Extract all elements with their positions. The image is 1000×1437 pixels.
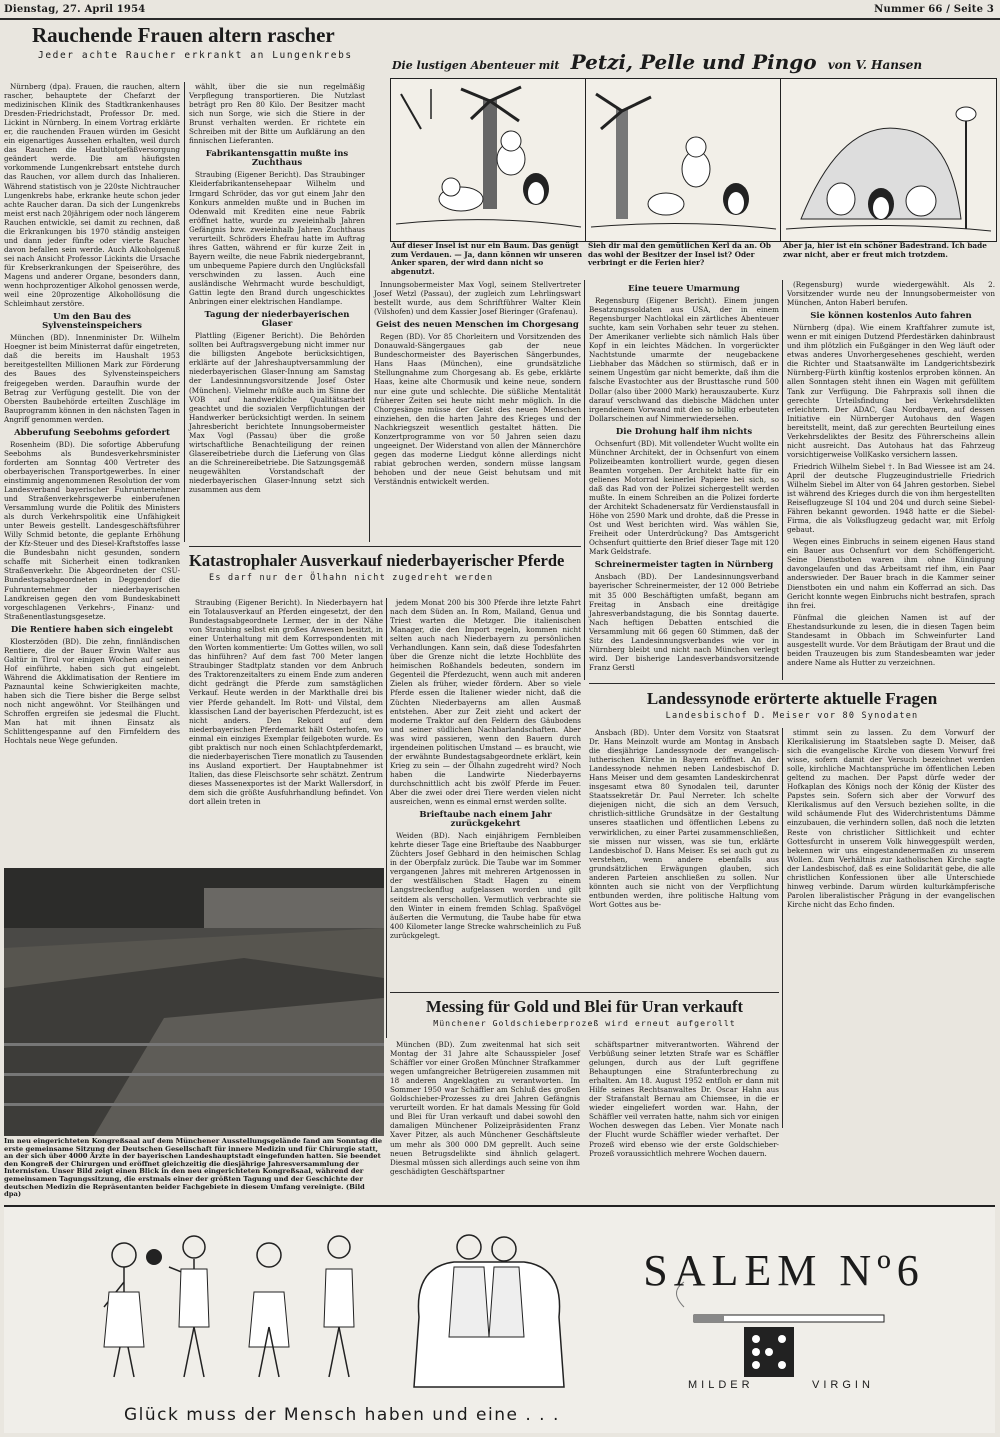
article-text-seebohm: Rosenheim (BD). Die sofortige Abberufung Seebohms als Bundesverkehrsminister forderten am Sonntag 400 Vertreter des oberbayerischen Transportgewerbes. In einer einstimmig angenommenen Resolution der vom Landesverband bayerischer Fuhrunternehmer und Straßenverkehrsgewerbe einberufenen Versammlung wurde die Politik des Ministers als durch Verkehrspolitik eine Unfähigkeit unter Beweis gestellt. Landesgeschäftsführer Willy Schmid betonte, die geplante Erhöhung der Kfz-Steuer und des Diesel-Kraftstoffes lasse die Bundesbahn nicht gesunden, sondern schaffe mit Sicherheit einen todkranken Straßenverkehr. Die Abgeordneten der CSU-Bundestagsabgeordneten in Deggendorf die Fuhrunternehmer der niederbayerischen Landkreisen gegen den vom Bundeskabinett vorgeschlagenen Verkehrs-, Finanz- und Straßenentlastungsgesetze.: [4, 439, 180, 621]
congress-hall-image: [4, 868, 384, 1136]
heading-drohung: Die Drohung half ihm nichts: [615, 426, 753, 437]
heading-seebohm: Abberufung Seebohms gefordert: [14, 427, 170, 438]
column-rule: [184, 82, 185, 542]
column-rule: [369, 250, 370, 542]
comic-title-prefix: Die lustigen Abenteuer mit: [392, 59, 560, 72]
ad-slogan: Glück muss der Mensch haben und eine . . .: [124, 1405, 560, 1425]
article-text-pferde-2: jedem Monat 200 bis 300 Pferde ihre letzte Fahrt nach dem Süden an. In Rom, Mailand, Genua und Triest warten die Metzger. Die italienischen Manager, die den Import regeln, kommen nicht selten auch nach Niederbayern zu persönlichen Verhandlungen. Kann sein, daß diese Todesfahrten über die Grenze nicht die letzte Hochblüte des heimischen Roßhandels bedeuten, sondern im Gegenteil die Pferdezucht, wenn auch mit anderen Zielen als früher, wieder fördern. Aber so viele Pferde essen die Italiener wieder nicht, daß die Züchten Niederbayerns am allen Ausmaß entstehen. Aber zur Zeit zieht und ackert der moderne Traktor auf den Feldern des Gäubodens und seiner südlichen Nachbarlandschaften. Aber was wird passieren, wenn den Bauern durch irgendeinen politischen Umstand — es braucht, wie der erwähnte Bundestagsabgeordnete erklärt, kein Krieg zu sein — der Ölhahn zugedreht wird? Noch haben die Landwirte Niederbayerns durchschnittlich acht bis zwölf Pferde im Feuer. Aber die zwei oder drei Tiere werden vielen nicht ausreichen, wenn es einmal ernst werden sollte.: [390, 598, 581, 807]
heading-rentiere: Die Rentiere haben sich eingelebt: [10, 624, 174, 635]
article-text-sylvenstein: München (BD). Innenminister Dr. Wilhelm Hoegner ist beim Ministerrat dafür eingetreten, daß die bereits im Haushalt 1953 bereitgestellten Millionen Mark zur Förderung des Baues des Sylvensteinspeichers freigegeben werden. Daraufhin wurde der Betrag zur Verfügung gestellt. Die von der Obersten Baubehörde erteilten Zuschläge im Bauprogramm können in den nächsten Tagen in Angriff genommen werden.: [4, 333, 180, 424]
section-rule: [390, 992, 779, 993]
messing-head: [390, 998, 779, 1028]
heading-sylvensteinspeicher: Um den Bau des Sylvensteinspeichers: [42, 312, 142, 332]
article-text-messing-1: München (BD). Zum zweitenmal hat sich seit Montag der 31 Jahre alte Schausspieler Josef Schäffler vor einer Großen Münchner Strafkammer wegen umfangreicher Betrügereien zusammen mit 18 anderen Angeklagten zu verantworten. Im Sommer 1950 war Schäffler am Schluß des großen Goldschieber-Prozesses zu drei Jahren Gefängnis verurteilt worden. Er hat damals Messing für Gold und Blei für Uran verkauft und dabei sowohl den damaligen Münchener Polizeipräsidenten Franz Xaver Pitzer, als auch Münchener Geschäftsleute um mehr als 300 000 DM geprellt. Auch seine neuen Betrugsdelikte sind ähnlich gelagert. Diesmal müssen sich allerdings auch seine von ihm geschädigten Geschäftspartner: [390, 1040, 580, 1176]
heading-auto-fahren: Sie können kostenlos Auto fahren: [810, 311, 972, 322]
article-text-einbruch: Wegen eines Einbruchs in seinem eigenen Haus stand ein Bauer aus Ochsenfurt vor dem Schöffengericht. Seine Dienstboten waren ihm ohne Kündigung davongelaufen und das Arbeitsamt rief ihm, ein Paar anderswieder. Der Bauer brach in die Kammer seiner Dienstboten ein und nahm ein Kofferrad an sich. Das Gericht konnte wegen Einbruchs nicht bestrafen, sprach ihn frei.: [787, 537, 995, 610]
headline-synode: Landessynode erörterte aktuelle Fragen: [646, 689, 938, 708]
article-text-glaser-cont: Innungsobermeister Max Vogl, seinem Stellvertreter Josef Wetzl (Passau), der zugleich zum Lehrlingswart bestellt wurde, aus dem Schriftführer Walter Klein (Vilshofen) und dem Kassier Josef Bieringer (Grafenau).: [374, 280, 581, 317]
photo-caption: [4, 1138, 384, 1199]
page-number: Nummer 66 / Seite 3: [874, 4, 994, 15]
article-text-rentiere: Klosterzöden (BD). Die zehn, finnländischen Rentiere, die der Bauer Erwin Walter aus Galtür in Tirol vor einigen Wochen auf seinen Hof einführte, haben sich gut eingelebt. Während die Akklimatisation der Rentiere im Paznauntal keine Schwierigkeiten machte, haben sich die Tiere bisher die Berge selbst noch nicht angewöhnt. Vor Steilhängen und Schroffen ergreifen sie jedesmal die Flucht. Man hat mit ihnen Einsatz als Schlittengespanne auf den Firnfeldern des Hochtals neue Wege gefunden.: [4, 636, 180, 746]
comic-caption-1: Auf dieser Insel ist nur ein Baum. Das genügt zum Verdauen. — Ja, dann können wir unseren Anker sparen, der wird dann nicht so abgenutzt.: [391, 241, 583, 276]
heading-schreinermeister: Schreinermeister tagten in Nürnberg: [594, 560, 774, 571]
issue-date: Dienstag, 27. April 1954: [4, 4, 146, 15]
ad-milder: MILDER: [688, 1379, 754, 1391]
article-text-umarmung: Regensburg (Eigener Bericht). Einem jungen Besatzungssoldaten aus USA, der in einem Regensburger Nachtlokal ein zärtliches Abenteuer suchte, kam sein Vorhaben sehr teuer zu stehen. Der Amerikaner verliebte sich nämlich Hals über Kopf in ein leichtes Mädchen. In vorgerückter Nachtstunde umarmte der neugebackene Liebhaber das Mädchen so stürmisch, daß er in seinem Ungestüm gar nicht bemerkte, daß ihm die falsche Evastochter aus der Brusttasche rund 500 Dollar (also über 2000 Mark) herauszauberte. Kurz darauf verschwand das diebische Mädchen unter irgendeinem Vorwand mit den so billig erbeuteten Dollarscheinen auf Nimmerwiedersehen.: [589, 296, 779, 423]
section-rule: [589, 683, 995, 684]
heading-fabrikantengattin: Fabrikantensgattin mußte ins Zuchthaus: [205, 149, 349, 169]
kicker-meiser: Landesbischof D. Meiser vor 80 Synodaten: [665, 710, 919, 721]
article-text-messing-2: schäftspartner mitverantworten. Während der Verbüßung seiner letzten Strafe war es Schäffler gelungen, durch aus der Luft gegriffene Behauptungen eine Strafunterbrechung zu erhalten. Am 18. August 1952 entfloh er dann mit Hilfe seines Rechtsanwaltes Dr. Oscar Hahn aus der Strafanstalt Bernau am Chiemsee, in die er wieder eingeliefert worden war. Hahn, der Schäffler veil verraten hatte, nahm sich vor einigen Wochen deswegen das Leben. Vier Monate nach der Flucht wurde Schäffler wieder verhaftet. Der Prozeß wird ebenso wie der erste Goldschieber-Prozeß voraussichtlich mehrere Wochen dauern.: [589, 1040, 779, 1158]
heading-umarmung: Eine teuere Umarmung: [628, 284, 740, 294]
salem-advertisement: [4, 1205, 995, 1433]
comic-panel-2: [585, 78, 782, 242]
article-text-rentiere-cont: wählt, über die sie nun regelmäßig Verpflegung transportieren. Die Nutzlast beträgt pro Ren 80 Kilo. Der Besitzer macht sich nun Sorge, wie sich die Stiere in der Brunst verhalten werden. Er richtete ein Schreiben mit der Bitte um Aufklärung an den finnischen Lieferanten.: [189, 82, 365, 146]
comic-caption-2: Sieh dir mal den gemütlichen Kerl da an. Ob das wohl der Besitzer der Insel ist? Oder verbringt er die Ferien hier?: [588, 241, 771, 268]
article-text-glaser: Plattling (Eigener Bericht). Die Behörden sollten bei Auftragsvergebung nicht immer nur die billigsten Angebote berücksichtigen, erklärte auf der Jahreshauptversammlung der niederbayerischen Glaser-Innung am Samstag der Landesinnungsvorsitzende Josef Oster (München). Vielmehr müßte auch im Sinne der VOB auf handwerkliche Qualitätsarbeit geachtet und die sozialen Verpflichtungen der Handwerker berücksichtigt werden. In seinem Jahresbericht berichtete Innungsobermeister Max Vogl (Passau) über die große wirtschaftliche Benachteiligung der reinen Glasereibetriebe durch die Lieferung von Glas an die Schreinereibetriebe. Die Satzungsgemäß neugewählten Vorstandschaft der niederbayerischen Glaser-Innung setzt sich zusammen aus dem: [189, 331, 365, 495]
article-text-pferde-1: Straubing (Eigener Bericht). In Niederbayern hat ein Totalausverkauf an Pferden eingesetzt, der den Bundestagsabgeordnete Lermer, der in der Nähe von Straubing selbst ein großes Anwesen besitzt, in einer Unterhaltung mit dem Korrespondenten mit den Worten kommentierte: Um Gottes willen, wo soll das hinführen? Auf dem fast 700 Meter langen Straubinger Stadtplatz standen vor dem Anbruch des Traktorenzeitalters zu einem Ende zum anderen dicht gedrängt die Pferde zum samstäglichen Verkauf. Heute werden in der Markthalle drei bis vier Pferde gehandelt. Im Rott- und Vilstal, dem klassischen Land der bayerischen Pferdezucht, ist es nicht anders. Den Rekord auf dem niederbayerischen Pferdemarkt hält Osterhofen, wo einmal ein einziges Exemplar feilgeboten wurde. Es gibt praktisch nur noch einen Schlachtpferdemarkt, die niederbayerischen Tiere monatlich zu Tausenden ins Ausland exportiert. Der Hauptabnehmer ist Italien, das diese Fleischsorte sehr schätzt. Zentrum dieses Massenexportes ist der Markt Wallersdorf, in dem sich die größte Ausfuhrhandlung befindet. Von dort allein treten in: [189, 598, 383, 807]
comic-drawing-3: [781, 79, 996, 241]
article-text-synode-1: Ansbach (BD). Unter dem Vorsitz von Staatsrat Dr. Hans Meinzolt wurde am Montag in Ansbach die diesjährige Landessynode der evangelisch-lutherischen Kirche in Bayern eröffnet. An der Landessynode nehmen neben Landesbischof D. Hans Meiser und dem gesamten Landeskirchenrat insgesamt etwa 80 Synodalen teil, darunter Staatssekretär Dr. Paul Nerreter. Ich schelte diejenigen nicht, die sich an dem Versuch, christlich-sittliche Grundsätze in der Gestaltung unseres staatlichen und öffentlichen Lebens zu verwirklichen, zu einer Partei zusammenschließen, sie missen nur wissen, was sie tun, erklärte Landesbischof D. Hans Meiser. Es sei auch gut zu verstehen, wenn andere ebenfalls aus grundsätzlichen Erwägungen glauben, sich anderen Parteien anschließen zu sollen. Nur könnten auch sie nicht von der Verpflichtung entbunden werden, ihre politische Haltung vom Wort Gottes aus be-: [589, 728, 779, 909]
article-text-synode-2: stimmt sein zu lassen. Zu dem Vorwurf der Klerikalisierung im Staatsleben sagte D. Meiser, daß sich die evangelische Kirche von diesem Vorwurf frei wisse, sofern damit der Versuch bezeichnet werden solle, kirchliche Machtansprüche im öffentlichen Leben geltend zu machen. Der Papst dürfe weder der Hofkaplan des Königs noch der König der Küster des Papstes sein. Sofern sich aber der Vorwurf des Klerikalismus auf den Versuch beziehen sollte, in die wild schäumende Flut des Widerchristentums Dämme einzubauen, die verhindern sollen, daß noch die letzten Reste von christlicher Sittlichkeit und echter Gottesfurcht in unserem Volk hinweggespült werden, bekennen wir uns eingestandenermaßen zu unserem Wollen. Zum Verhältnis zur katholischen Kirche sagte der Landesbischof, daß es eine Solidarität gebe, die alle christlichen Konfessionen über alle Unterschiede hinweg verbinde. Darum würden kulturkämpferische Parolen liberalistischer Prägung in der evangelischen Kirche nicht das Echo finden.: [787, 728, 995, 909]
article-text-auto-fahren: Nürnberg (dpa). Wie einem Kraftfahrer zumute ist, wenn er mit einigen Dutzend Pferdestärken dahinbraust und ihm plötzlich ein Fußgänger in den Weg läuft oder etwas anderes Unvorhergesehenes geschieht, werden die Richter und Staatsanwälte im Landgerichtsbezirk Nürnberg-Fürth künftig kostenlos erproben können. An allen Sonntagen steht ihnen ein Wagen mit gefülltem Tank zur Verfügung. Die Fahrpraxis soll ihnen die gerechte Urteilsfindung bei Verkehrsdelikten erleichtern. Der ADAC, Gau Nordbayern, auf dessen Initiative ein Nürnberger Autohaus den Wagen bereitstellt, meint, daß zur gerechten Beurteilung eines Verkehrsdeliktes der Besitz des Führerscheins allein nicht ausreicht. Das Autohaus hat das Fahrzeug vorsichtigerweise VollKasko versichern lassen.: [787, 323, 995, 459]
middle-column-2: [374, 280, 581, 542]
middle-column-1: [189, 82, 365, 542]
ad-virgin: VIRGIN: [812, 1379, 874, 1391]
article-text-rauchen: Nürnberg (dpa). Frauen, die rauchen, altern rascher, behauptete der Chefarzt der medizinischen Klinik des Stadtkrankenhauses Dresden-Friedrichstadt, Professor Dr. med. Lickint in Nürnberg. In einem Vortrag erklärte er, die rauchenden Frauen würden im Gesicht ein eigenartiges Aussehen erhalten, weil durch das Rauchen die Hautblutgefäßversorgung geändert werde. Die am häufigsten vorkommende Lungenkrebsart entstehe durch das Rauchen, vor allem durch das Inhalieren. Während statistisch von je 220ste Nichtraucher Lungenkrebs habe, erkranke heute schon jeder achte Raucher daran. Da sich der Lungenkrebs meist erst nach 20jährigem oder noch längerem Rauchen entwickle, sei damit zu rechnen, daß die Erkrankungen bis 1970 ständig ansteigen und dann jeder fünfte oder vierte Raucher davon befallen sein werde. Auch Alkoholgenuß sei nach Ansicht Professor Lickints die Ursache für Krebserkrankungen der Speiseröhre, des Magens und anderer Organe, besonders dann, wenn hochprozentiger Alkohol genossen werde, weil eine 20prozentige Alkohollösung die Schleimhaut zerstöre.: [4, 82, 180, 309]
kicker-goldschieber: Münchener Goldschieberprozeß wird erneut aufgerollt: [433, 1018, 736, 1029]
headline-rauchende-frauen: Rauchende Frauen altern rascher: [32, 23, 335, 47]
heading-glaser: Tagung der niederbayerischen Glaser: [204, 310, 350, 330]
masthead-rule: [0, 18, 1000, 20]
right-column-1: [589, 280, 779, 680]
congress-hall-photo: [4, 868, 384, 1136]
comic-caption-3: Aber ja, hier ist ein schöner Badestrand. Ich bade zwar nicht, aber er freut mich trotzdem.: [783, 241, 987, 259]
photo-credit: (Bild dpa): [4, 1182, 365, 1199]
comic-title-bar: [392, 50, 996, 76]
heading-brieftaube: Brieftaube nach einem Jahr zurückgekehrt: [419, 810, 552, 830]
comic-author: von V. Hansen: [827, 58, 923, 72]
photo-caption-text: Im neu eingerichteten Kongreßsaal auf dem Münchener Ausstellungsgelände fand am Sonntag die erste gemeinsame Sitzung der Deutschen Gesellschaft für innere Medizin und für Chirurgie statt, an der sich über 4000 Ärzte in der bayerischen Landeshauptstadt eingefunden hatten. Sie beendet den Kongreß der Chirurgen und eröffnet gleichzeitig die diesjährige Jahresversammlung der Internisten. Unser Bild zeigt einen Blick in den neu eingerichteten Kongreßsaal, während der gemeinsamen Tagungssitzung, die erstmals einer der größten Tagung und der Geschichte der deutschen Medizin die Repräsentanten beider Fachgebiete in diesem Umfang vereinigte.: [4, 1137, 383, 1191]
column-rule: [782, 728, 783, 1128]
headline-pferde: Katastrophaler Ausverkauf niederbayerischer Pferde: [189, 551, 565, 570]
headline-messing: Messing für Gold und Blei für Uran verkauft: [425, 997, 744, 1016]
article-text-schreiner-cont: (Regensburg) wurde wiedergewählt. Als 2. Vorsitzender wurde neu der Innungsobermeister von München, Anton Haberl berufen.: [787, 280, 995, 308]
right-column-2: [787, 280, 995, 680]
article-text-siebel: Friedrich Wilhelm Siebel †. In Bad Wiessee ist am 24. April der deutsche Flugzeugindustrielle Friedrich Wilhelm Siebel im Alter von 64 Jahren gestorben. Siebel ist während des Krieges durch die von ihm hergestellten Reiseflugzeuge SI 104 und 204 und durch seine Siebel-Fähren bekannt geworden. 1948 hatte er die Siebel-Firma, die als Volksflugzeug gedacht war, mit Erfolg gebaut.: [787, 461, 995, 535]
column-rule: [386, 598, 387, 1038]
comic-drawing-2: [586, 79, 781, 241]
pferde-column-2: [390, 598, 581, 1038]
kicker-oelhahn: Es darf nur der Ölhahn nicht zugedreht werden: [209, 573, 494, 584]
heading-chorgesang: Geist des neuen Menschen im Chorgesang: [376, 320, 579, 331]
synode-head: [589, 690, 995, 721]
comic-title: Petzi, Pelle und Pingo: [570, 50, 817, 74]
pferde-head: [189, 552, 581, 583]
messing-column-1: [390, 1040, 580, 1176]
pferde-column-1: [189, 598, 383, 863]
section-rule: [189, 546, 581, 547]
comic-drawing-1: [391, 79, 586, 241]
comic-panel-3: [780, 78, 997, 242]
synode-column-2: [787, 728, 995, 1128]
article-text-schreinermeister: Ansbach (BD). Der Landesinnungsverband bayerischer Schreinermeister, der 12 000 Betriebe mit 35 000 Beschäftigten umfaßt, begann am Freitag in Ansbach eine dreitägige Jahresverbandstagung, die bis Sonntag dauerte. Nach heftigen Debatten entschied die Versammlung mit 66 gegen 60 Stimmen, daß der Sitz des Landesinnungsverbandes wie vor in Nürnberg bleibt und nicht nach München verlegt wird. Der bisherige Landesverbandsvorsitzende Franz Gerstl: [589, 572, 779, 672]
article-text-brieftaube: Weiden (BD). Nach einjährigem Fernbleiben kehrte dieser Tage eine Brieftaube des Naabburger Züchters Josef Gebhard in den heimischen Schlag in der Oberpfalz zurück. Die Taube war im Sommer vergangenen Jahres mit mehreren Artgenossen in der westfälischen Stadt Hagen zu einem Langstreckenflug aufgelassen worden und gilt seitdem als verschollen. Vermutlich verbrachte sie den Winter in einem fremden Schlag. Spaßvögel äußerten die Vermutung, die Taube habe für etwa 400 Kilometer lange Strecke wahrscheinlich zu Fuß zurückgelegt.: [390, 831, 581, 940]
comic-panel-1: [390, 78, 587, 242]
column-rule: [584, 280, 585, 680]
article-text-drohung: Ochsenfurt (BD). Mit vollendeter Wucht wollte ein Münchner Architekt, der in Ochsenfurt von einem Polizeibeamten kontrolliert wurde, gegen diesen Beamten vorgehen. Der Architekt hatte für ein gelienes Motorrad keinerlei Papiere bei sich, so daß das Rad von der Polizei sichergestellt werden mußte. In einem Schreiben an die Polizei forderte der Architekt Schadenersatz für Verdienstausfall in Höhe von 2590 Mark und drohte, daß die Presse in Ost und West berichten wird. Was wählen Sie, Freiheit oder Unterdrückung? Das Amtsgericht Ochsenfurt quittierte den Brief dieser Tage mit 120 Mark Geldstrafe.: [589, 438, 779, 557]
article-text-chorgesang: Regen (BD). Vor 85 Chorleitern und Vorsitzenden des Donauwald-Sängergaues gab der neue Bundeschormeister des Bayerischen Sängerbundes, Hans Haas (München), eine grundsätzliche Stellungnahme zum Chorgesang ab. Es gebe, erklärte Haas, keine alte Chormusik und keine neue, sondern nur eine gute und schlechte. Die süßliche Mentalität früherer Zeiten sei heute nicht mehr möglich. In die Chorgesänge müsse der Geist des neuen Menschen einziehen, den die harten Jahre des Krieges und der Nachkriegszeit wesentlich gestaltet hätten. Die Konzertprogramme von vor 50 Jahren seien dazu ungeeignet. Der Widerstand von allen der Männerchöre gegen das moderne Liedgut könne allerdings nicht rabiat gebrochen werden, sondern müsse langsam behoben und der neue Geist behutsam und mit Verständnis entwickelt werden.: [374, 332, 581, 486]
left-article-head: [32, 24, 392, 61]
article-text-fabrikantengattin: Straubing (Eigener Bericht). Das Straubinger Kleiderfabrikantensehepaar Wilhelm und Irmgard Schröder, das vor gut einem Jahr den Konkurs anmelden mußte und in Buchen im Odenwald mit Krediten eine neue Fabrik eröffnet hatte, wurde zu zweieinhalb Jahren Gefängnis bzw. zweieinhalb Jahren Zuchthaus verurteilt. Schröders Ehefrau hatte im Auftrag ihres Gatten, während er für kurze Zeit in Bayern weilte, die neue Fabrik niedergebrannt, um unbequeme Papiere durch den Unglücksfall verschwinden zu lassen. Auch eine ausländische Wehrmacht wurde beschuldigt, Gattin legte den Brand durch ungeschicktes Anbringen einer elektrischen Handlampe.: [189, 170, 365, 307]
ad-illustration: [4, 1207, 995, 1433]
article-text-namen: Fünfmal die gleichen Namen ist auf der Ehestandsurkunde zu lesen, die in diesen Tagen beim Standesamt in Obbach im Schweinfurter Land ausgestellt wurde. Vor dem Bräutigam der Braut und die beiden Trauzeugen bis zum Standesbeamten war jeder andere Name als Hutter zu verzeichnen.: [787, 612, 995, 667]
kicker-lungenkrebs: Jeder achte Raucher erkrankt an Lungenkrebs: [38, 50, 353, 62]
ad-brand: SALEM Nº6: [643, 1246, 925, 1295]
messing-column-2: [589, 1040, 779, 1158]
column-rule: [782, 280, 783, 680]
synode-column-1: [589, 728, 779, 988]
